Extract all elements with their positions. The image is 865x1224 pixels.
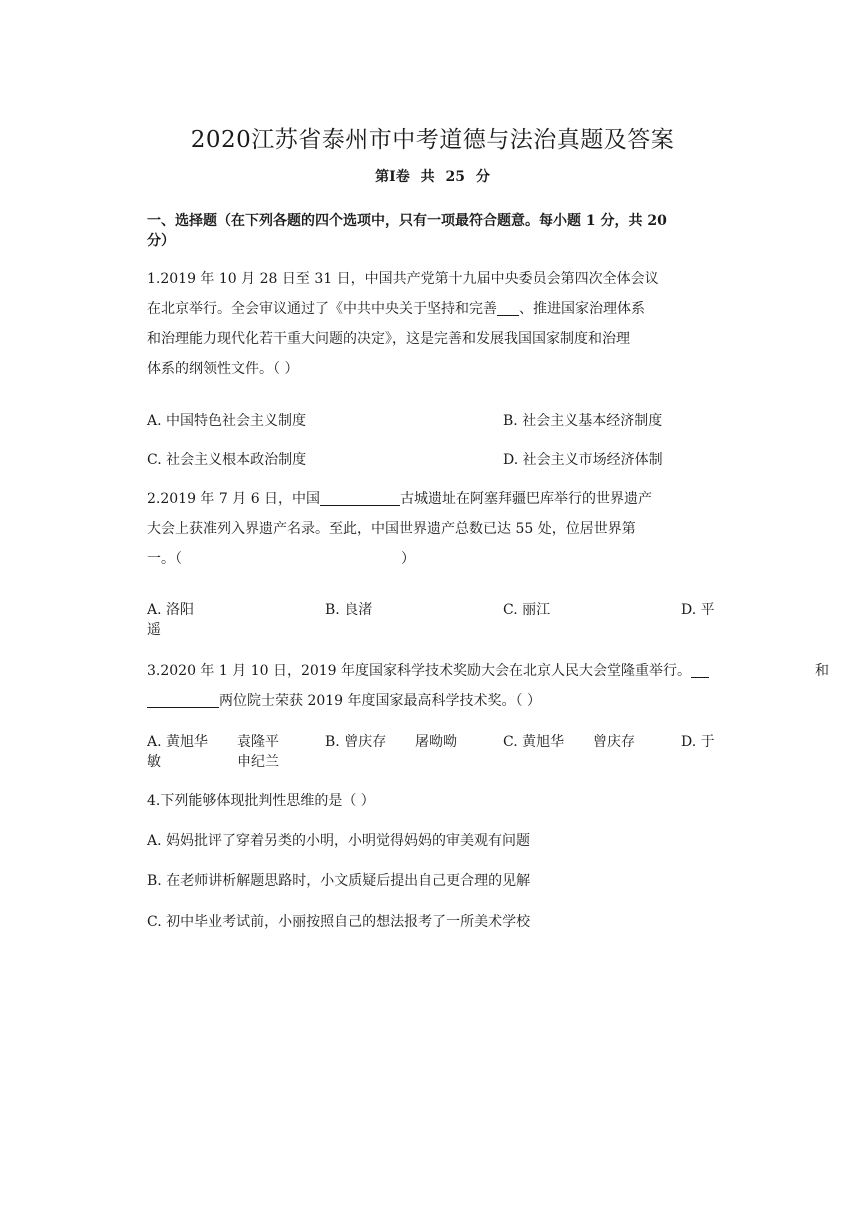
q3-line1-end: 和 bbox=[815, 663, 829, 679]
q3-option-d-2: 申纪兰 bbox=[237, 754, 279, 770]
q4-option-b: B. 在老师讲析解题思路时，小文质疑后提出自己更合理的见解 bbox=[147, 873, 531, 889]
q2-line2: 大会上获准列入界遗产名录。至此，中国世界遗产总数已达 55 处，位居世界第 bbox=[147, 521, 636, 537]
q2-line3-right: ） bbox=[401, 551, 415, 567]
q1-line2-text-a: 在北京举行。全会审议通过了《中共中央关于坚持和完善 bbox=[147, 301, 497, 317]
q3-line2 bbox=[147, 690, 541, 710]
q1-option-b: B. 社会主义基本经济制度 bbox=[503, 413, 663, 429]
section-heading-line2: 分） bbox=[147, 233, 175, 249]
q1-line2 bbox=[147, 298, 645, 318]
q3-option-d-1: D. 于 bbox=[681, 734, 715, 750]
q2-line1 bbox=[147, 488, 652, 508]
q4-line1: 4.下列能够体现批判性思维的是（ ） bbox=[147, 793, 375, 809]
document-title: 2020江苏省泰州市中考道德与法治真题及答案 bbox=[190, 127, 675, 153]
q2-line1-text-a: 2.2019 年 7 月 6 日，中国 bbox=[147, 491, 321, 507]
section-heading-line1: 一、选择题（在下列各题的四个选项中，只有一项最符合题意。每小题 1 分，共 20 bbox=[147, 213, 667, 229]
q4-option-a: A. 妈妈批评了穿着另类的小明，小明觉得妈妈的审美观有问题 bbox=[147, 833, 531, 849]
q3-line2-text: 两位院士荣获 2019 年度国家最高科学技术奖。（ ） bbox=[219, 693, 541, 709]
q1-option-d: D. 社会主义市场经济体制 bbox=[503, 452, 663, 468]
q3-option-b-2: 屠呦呦 bbox=[415, 734, 457, 750]
q1-option-a: A. 中国特色社会主义制度 bbox=[147, 413, 307, 429]
q3-option-a-2: 袁隆平 bbox=[237, 734, 279, 750]
q3-option-b-1: B. 曾庆存 bbox=[325, 734, 387, 750]
q3-blank-1 bbox=[691, 663, 709, 678]
q2-option-c: C. 丽江 bbox=[503, 602, 551, 618]
q2-option-a: A. 洛阳 bbox=[147, 602, 195, 618]
q1-option-c: C. 社会主义根本政治制度 bbox=[147, 452, 307, 468]
q4-option-c: C. 初中毕业考试前，小丽按照自己的想法报考了一所美术学校 bbox=[147, 914, 531, 930]
q3-line1 bbox=[147, 660, 709, 680]
q3-option-c-1: C. 黄旭华 bbox=[503, 734, 565, 750]
q1-line2-text-b: 、推进国家治理体系 bbox=[519, 301, 645, 317]
q1-line1: 1.2019 年 10 月 28 日至 31 日，中国共产党第十九届中央委员会第四次全体会议 bbox=[147, 271, 659, 287]
q1-line3: 和治理能力现代化若干重大问题的决定》，这是完善和发展我国国家制度和治理 bbox=[147, 331, 630, 347]
q2-line1-text-b: 古城遗址在阿塞拜疆巴库举行的世界遗产 bbox=[400, 491, 653, 507]
q3-option-a-1: A. 黄旭华 bbox=[147, 734, 209, 750]
q2-option-d: D. 平 bbox=[681, 602, 715, 618]
q1-line4: 体系的纲领性文件。（ ） bbox=[147, 361, 299, 377]
q2-option-d-wrap: 遥 bbox=[147, 622, 161, 638]
q3-blank-2 bbox=[147, 693, 219, 708]
q2-blank bbox=[320, 491, 400, 506]
q2-line3-left: 一。（ bbox=[147, 551, 182, 567]
q3-option-c-2: 曾庆存 bbox=[593, 734, 635, 750]
q1-blank bbox=[497, 301, 519, 316]
q3-line1-text: 3.2020 年 1 月 10 日，2019 年度国家科学技术奖励大会在北京人民大会堂隆重举行。 bbox=[147, 663, 692, 679]
q2-option-b: B. 良渚 bbox=[325, 602, 373, 618]
part-heading: 第Ⅰ卷 共 25 分 bbox=[375, 169, 490, 185]
q3-option-d-wrap: 敏 bbox=[147, 754, 161, 770]
